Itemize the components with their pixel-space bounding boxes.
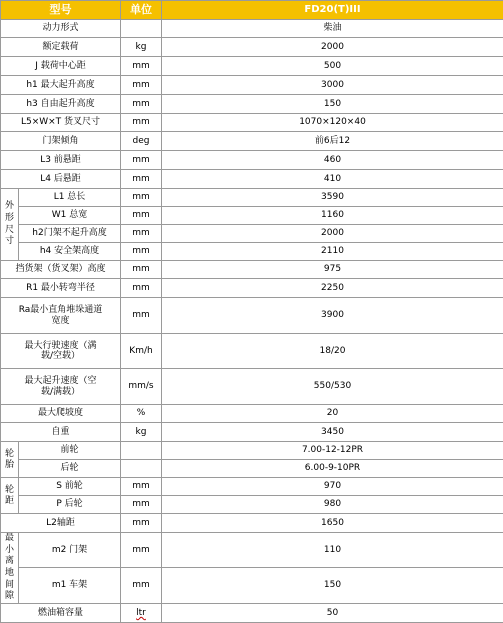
table-row [1,533,503,568]
row-value: 柴油 [162,20,503,38]
row-label: W1 总宽 [19,207,121,225]
row-unit: mm [121,76,162,95]
table-row [1,279,503,298]
row-unit: mm [121,279,162,298]
row-unit: mm [121,514,162,533]
table-row [1,38,503,57]
row-value: 460 [162,151,503,170]
row-unit: mm [121,57,162,76]
row-unit: mm [121,496,162,514]
row-value: 3450 [162,423,503,442]
row-unit: mm [121,533,162,568]
row-unit: mm [121,243,162,261]
group-char: 外 [5,201,14,211]
row-value: 1160 [162,207,503,225]
row-value: 2000 [162,38,503,57]
row-unit: deg [121,132,162,151]
table-row [1,207,503,225]
row-unit: Km/h [121,334,162,369]
row-value: 150 [162,95,503,114]
param-header: 型号 [1,1,121,20]
row-value: 975 [162,261,503,279]
table-row [1,189,503,207]
table-row [1,567,503,604]
row-label: Ra最小直角堆垛通道宽度 [1,298,121,334]
row-label: 后轮 [19,460,121,478]
tyre-group-label: 轮胎 [1,442,19,478]
row-label: m2 门架 [19,533,121,568]
row-label: R1 最小转弯半径 [1,279,121,298]
row-value: 980 [162,496,503,514]
row-label: L5×W×T 货叉尺寸 [1,114,121,132]
table-row [1,170,503,189]
row-unit: mm [121,298,162,334]
row-value: 500 [162,57,503,76]
table-row [1,604,503,623]
row-unit [121,20,162,38]
row-unit: mm [121,261,162,279]
row-unit: kg [121,423,162,442]
row-label: h2门架不起升高度 [19,225,121,243]
row-value: 3590 [162,189,503,207]
row-value: 1650 [162,514,503,533]
row-label: 燃油箱容量 [1,604,121,623]
row-label: L3 前悬距 [1,151,121,170]
table-row [1,460,503,478]
row-value: 110 [162,533,503,568]
row-value: 18/20 [162,334,503,369]
row-unit [121,460,162,478]
row-unit: mm [121,567,162,604]
row-unit: mm [121,478,162,496]
table-row [1,369,503,405]
row-unit [121,604,162,623]
table-row [1,334,503,369]
row-label: P 后轮 [19,496,121,514]
group-char: 尺 [5,225,14,235]
table-row [1,496,503,514]
row-label: 挡货架（货叉架）高度 [1,261,121,279]
table-row [1,114,503,132]
table-row [1,76,503,95]
row-label: h3 自由起升高度 [1,95,121,114]
row-label: 自重 [1,423,121,442]
row-value: 550/530 [162,369,503,405]
row-label: 最大爬坡度 [1,405,121,423]
dimensions-group-label [1,189,19,261]
table-row [1,243,503,261]
row-label: h4 安全架高度 [19,243,121,261]
row-label: S 前轮 [19,478,121,496]
row-unit: mm [121,95,162,114]
row-value: 2000 [162,225,503,243]
row-value: 20 [162,405,503,423]
table-row [1,298,503,334]
row-value: 410 [162,170,503,189]
row-label: 动力形式 [1,20,121,38]
group-char: 寸 [5,236,14,246]
row-value: 前6后12 [162,132,503,151]
table-row [1,151,503,170]
table-row [1,95,503,114]
table-row [1,442,503,460]
table-row [1,405,503,423]
row-value: 2250 [162,279,503,298]
unit-header: 单位 [121,1,162,20]
row-unit: mm [121,151,162,170]
row-value: 3900 [162,298,503,334]
row-unit [121,442,162,460]
row-value: 50 [162,604,503,623]
table-row [1,261,503,279]
row-unit: mm [121,114,162,132]
row-label: 额定载荷 [1,38,121,57]
table-row [1,514,503,533]
row-label: 最大行驶速度（满载/空载） [1,334,121,369]
row-label: h1 最大起升高度 [1,76,121,95]
row-unit: mm [121,207,162,225]
model-header: FD20(T)III [162,1,503,20]
row-unit: mm [121,170,162,189]
table-row [1,478,503,496]
table-row [1,20,503,38]
unit-text: ltr [136,608,146,618]
row-unit: kg [121,38,162,57]
clearance-group-label: 最小离地间隙 [1,533,19,604]
row-label: 门架倾角 [1,132,121,151]
row-label: L4 后悬距 [1,170,121,189]
row-label: J 载荷中心距 [1,57,121,76]
row-value: 1070×120×40 [162,114,503,132]
row-value: 3000 [162,76,503,95]
row-label: L2轴距 [1,514,121,533]
table-row [1,423,503,442]
row-unit: mm [121,225,162,243]
table-row [1,225,503,243]
row-unit: % [121,405,162,423]
table-row [1,57,503,76]
row-unit: mm [121,189,162,207]
table-header-row [1,1,503,20]
row-value: 150 [162,567,503,604]
row-unit: mm/s [121,369,162,405]
group-char: 形 [5,213,14,223]
row-label: m1 车架 [19,567,121,604]
row-value: 7.00-12-12PR [162,442,503,460]
table-row [1,132,503,151]
row-label: 前轮 [19,442,121,460]
row-value: 6.00-9-10PR [162,460,503,478]
row-label: L1 总长 [19,189,121,207]
row-value: 970 [162,478,503,496]
tread-group-label: 轮距 [1,478,19,514]
row-label: 最大起升速度（空载/满载） [1,369,121,405]
row-value: 2110 [162,243,503,261]
